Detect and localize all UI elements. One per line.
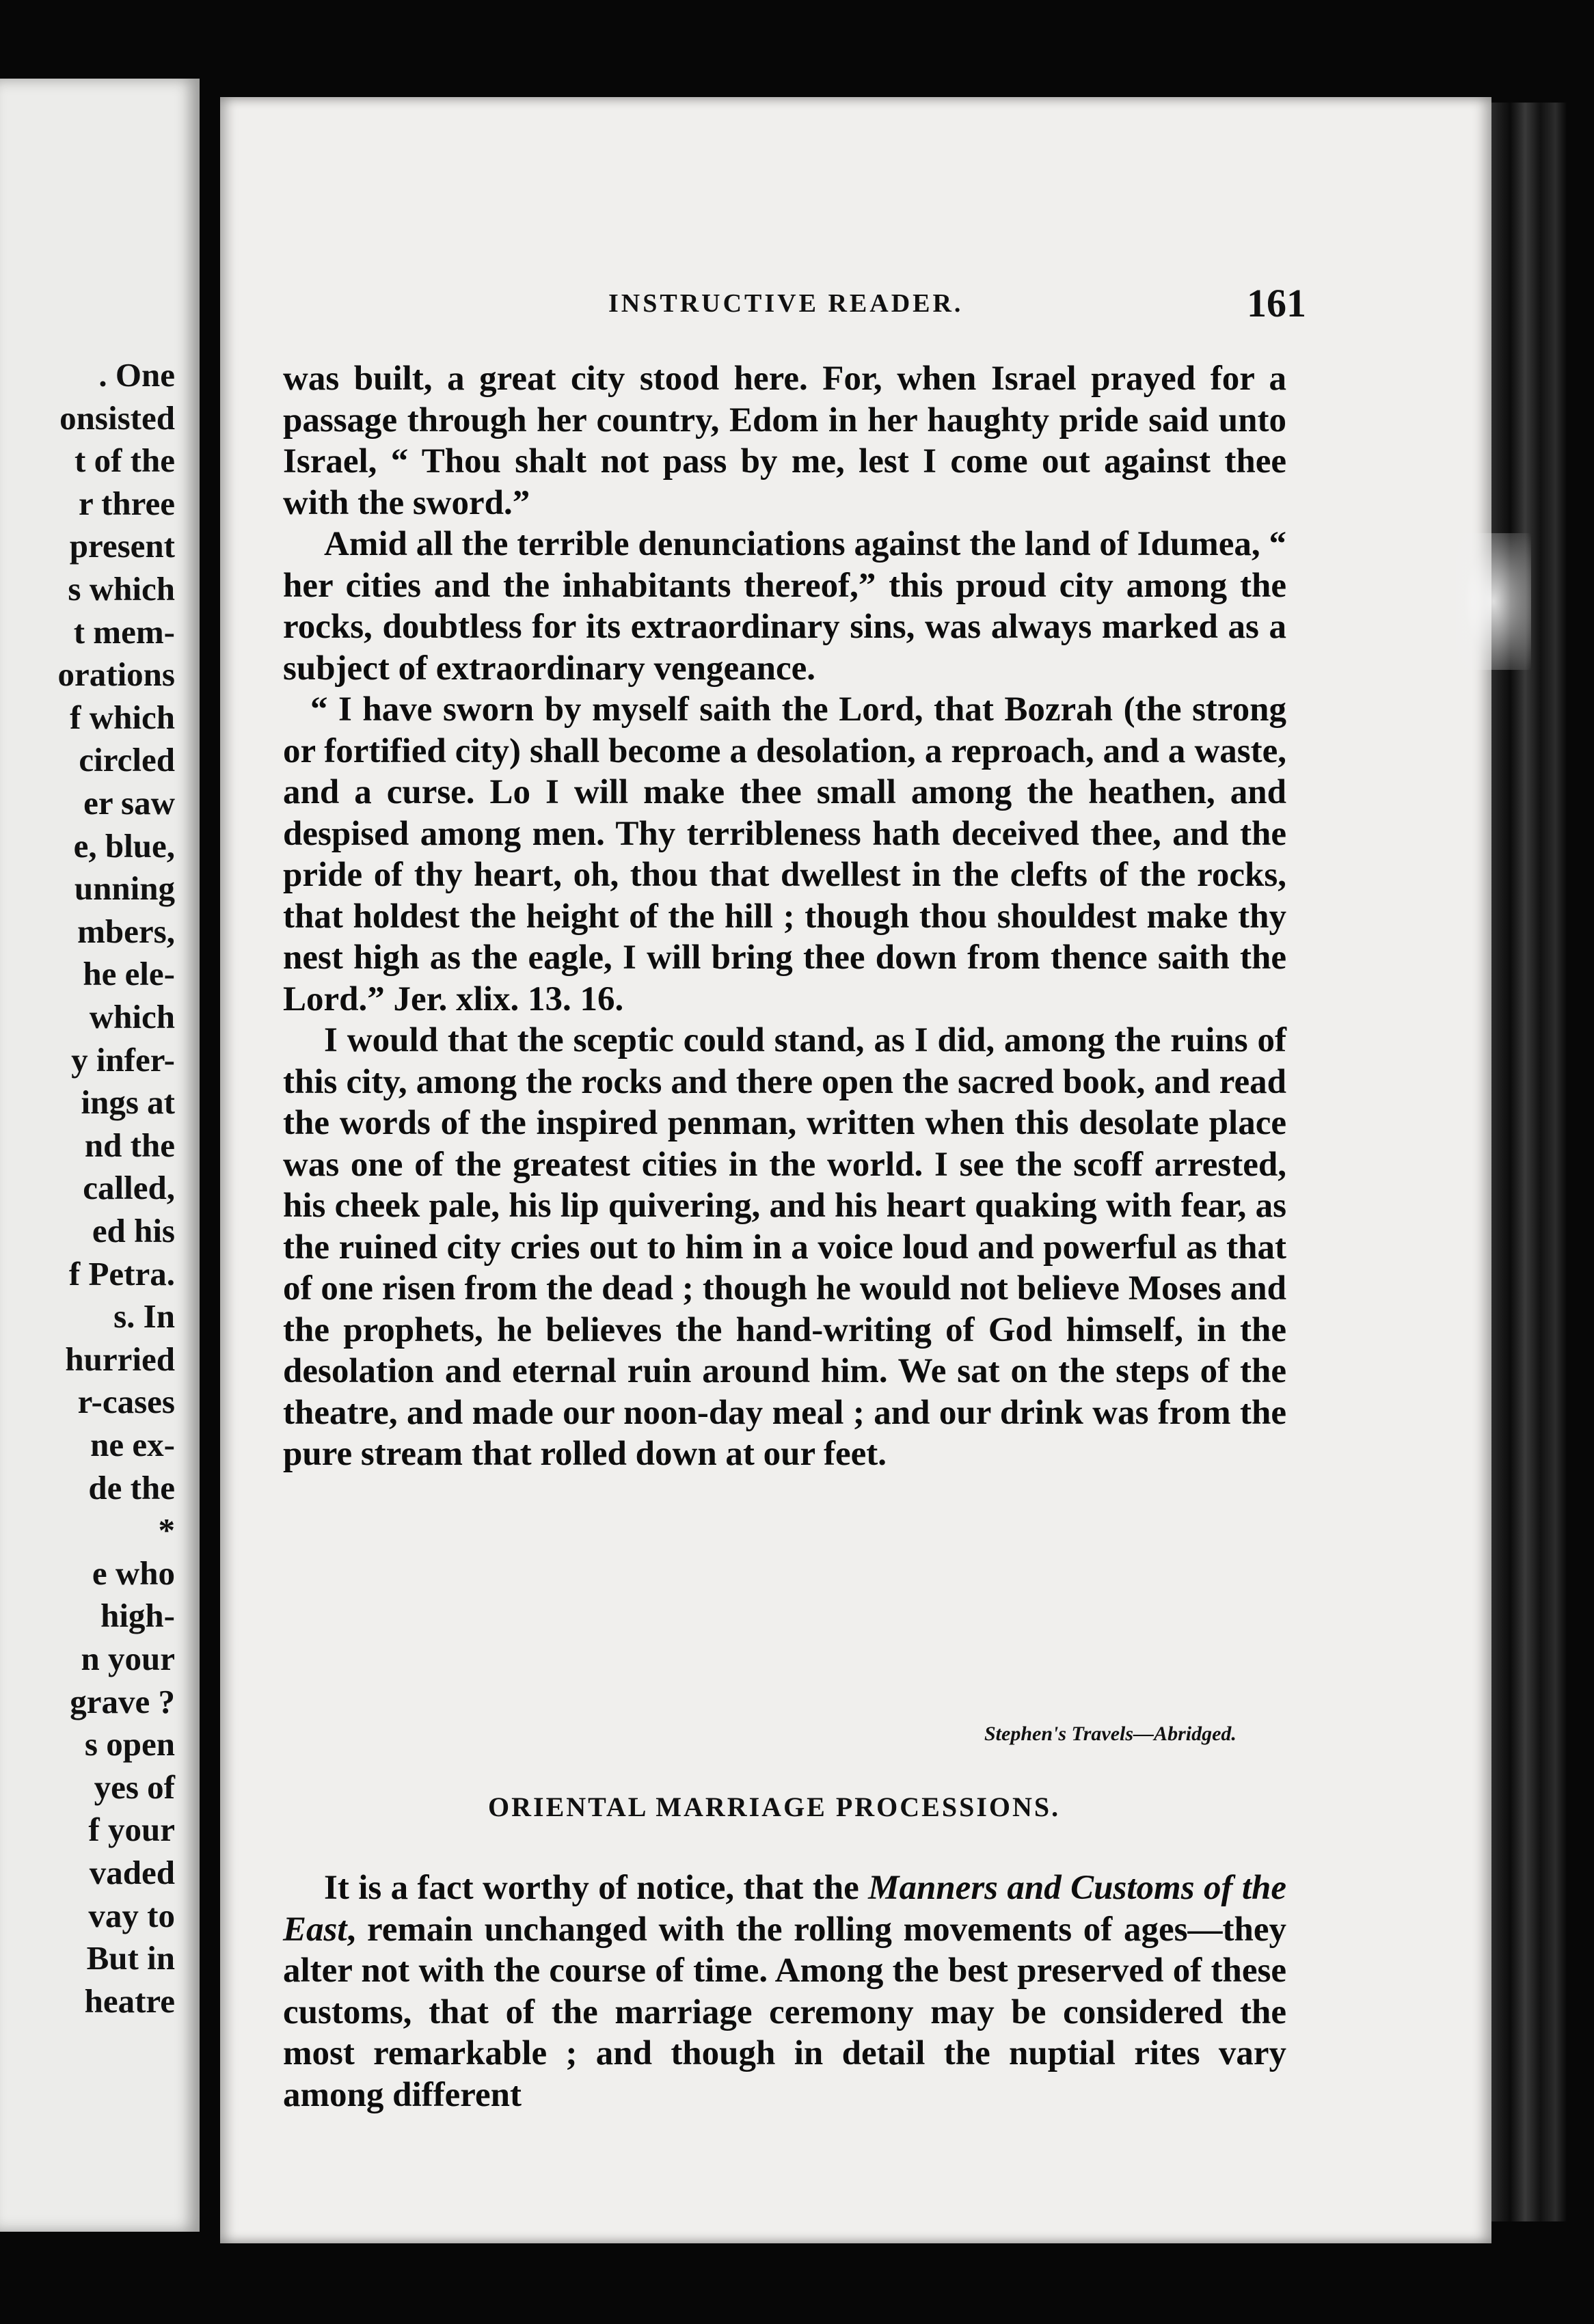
left-page-line: heatre [84, 1982, 175, 2020]
left-page-line: yes of [94, 1768, 175, 1806]
left-page-line: er saw [83, 784, 175, 822]
italic-phrase: Manners and Customs of the East [283, 1869, 1286, 1949]
left-page-line: which [89, 998, 175, 1036]
body-text [283, 358, 1286, 1475]
left-page-line: circled [79, 741, 175, 779]
left-page-line: ings at [81, 1083, 175, 1122]
left-page-line: f your [88, 1811, 175, 1849]
left-page-line: ed his [92, 1212, 175, 1249]
left-page-line: called, [83, 1169, 175, 1207]
left-page-line: s. In [113, 1297, 175, 1336]
left-page-line: present [69, 527, 175, 565]
paragraph: was built, a great city stood here. For, when Israel prayed for a passage through her country, Edom in her haughty pride said unto Israel, “ Thou shalt not pass by me, lest I come out against thee with the sword.” [283, 360, 1286, 522]
left-page-line: high- [100, 1597, 175, 1635]
page-number: 161 [1247, 281, 1306, 325]
left-page-line: t of the [75, 442, 175, 480]
paragraph [283, 1867, 1286, 2116]
left-page-line: t mem- [73, 612, 175, 651]
paragraph: Amid all the terrible denunciations against the land of Idumea, “ her cities and the inhabitants thereof,” this proud city among the rocks, doubtless for its extraordinary sins, was always marked as a subject of extraordinary vengeance. [283, 525, 1286, 688]
paragraph-text: It is a fact worthy of notice, that the [324, 1869, 869, 1907]
left-page-line: he ele- [83, 955, 175, 993]
left-page-line: . One [98, 356, 175, 394]
left-page-line: nd the [84, 1126, 175, 1164]
right-page [220, 97, 1491, 2243]
left-page-line: mbers, [77, 912, 175, 950]
left-page [0, 79, 200, 2232]
left-page-line: vay to [88, 1896, 175, 1934]
left-page-line: f Petra. [68, 1254, 175, 1293]
left-page-line: r-cases [77, 1383, 175, 1421]
left-page-line: grave ? [70, 1682, 175, 1720]
left-page-line: n your [81, 1640, 175, 1677]
left-page-line: ne ex- [90, 1426, 175, 1463]
paragraph: I would that the sceptic could stand, as I did, among the ruins of this city, among the rocks and there open the sacred book, and read the words of the inspired penman, written when this desolate place was one of the greatest cities in the world. I see the scoff arrested, his cheek pale, his lip quivering, and his heart quaking with fear, as the ruined city cries out to him in a voice loud and powerful as that of one risen from the dead ; though he would not believe Moses and the prophets, he believes the hand-writing of God himself, in the desolation and eternal ruin around him. We sat on the steps of the theatre, and made our noon-day meal ; and our drink was from the pure stream that rolled down at our feet. [283, 1021, 1286, 1473]
left-page-line: orations [57, 656, 175, 694]
left-page-line: de the [88, 1468, 175, 1506]
attribution: Stephen's Travels—Abridged. [984, 1722, 1237, 1745]
section-body [283, 1867, 1286, 2116]
left-page-line: But in [86, 1939, 175, 1977]
section-heading: ORIENTAL MARRIAGE PROCESSIONS. [488, 1792, 1061, 1822]
left-page-line: r three [78, 484, 175, 522]
left-page-line: onsisted [59, 398, 175, 437]
running-head: INSTRUCTIVE READER. [608, 289, 964, 318]
left-page-line: y infer- [71, 1040, 175, 1079]
left-page-line: e who [92, 1554, 175, 1592]
left-page-line: hurried [65, 1340, 175, 1378]
left-page-line: unning [74, 869, 175, 908]
book-page-edges [1491, 103, 1567, 2221]
left-page-line: * [158, 1511, 175, 1550]
left-page-line: s open [84, 1725, 175, 1764]
paragraph-text: , remain unchanged with the rolling movements of ages—they alter not with the course of time. Among the best preserved of these customs, that of the marriage ceremony may be considered the most remarkable ; and though in detail the nuptial rites vary among different [283, 1910, 1286, 2114]
left-page-line: vaded [89, 1854, 175, 1891]
page-header [220, 281, 1491, 336]
left-page-line: s which [68, 570, 175, 608]
paper-stain [1456, 533, 1531, 670]
left-page-line: f which [70, 698, 175, 736]
quoted-paragraph: “ I have sworn by myself saith the Lord, that Bozrah (the strong or fortified city) shall become a desolation, a reproach, and a waste, and a curse. Lo I will make thee small among the heathen, and despised among men. Thy terribleness hath deceived thee, and the pride of thy heart, oh, thou that dwellest in the clefts of the rocks, that holdest the height of the hill ; though thou shouldest make thy nest high as the eagle, I will bring thee down from thence saith the Lord.” Jer. xlix. 13. 16. [283, 690, 1286, 1018]
left-page-line: e, blue, [73, 826, 175, 865]
